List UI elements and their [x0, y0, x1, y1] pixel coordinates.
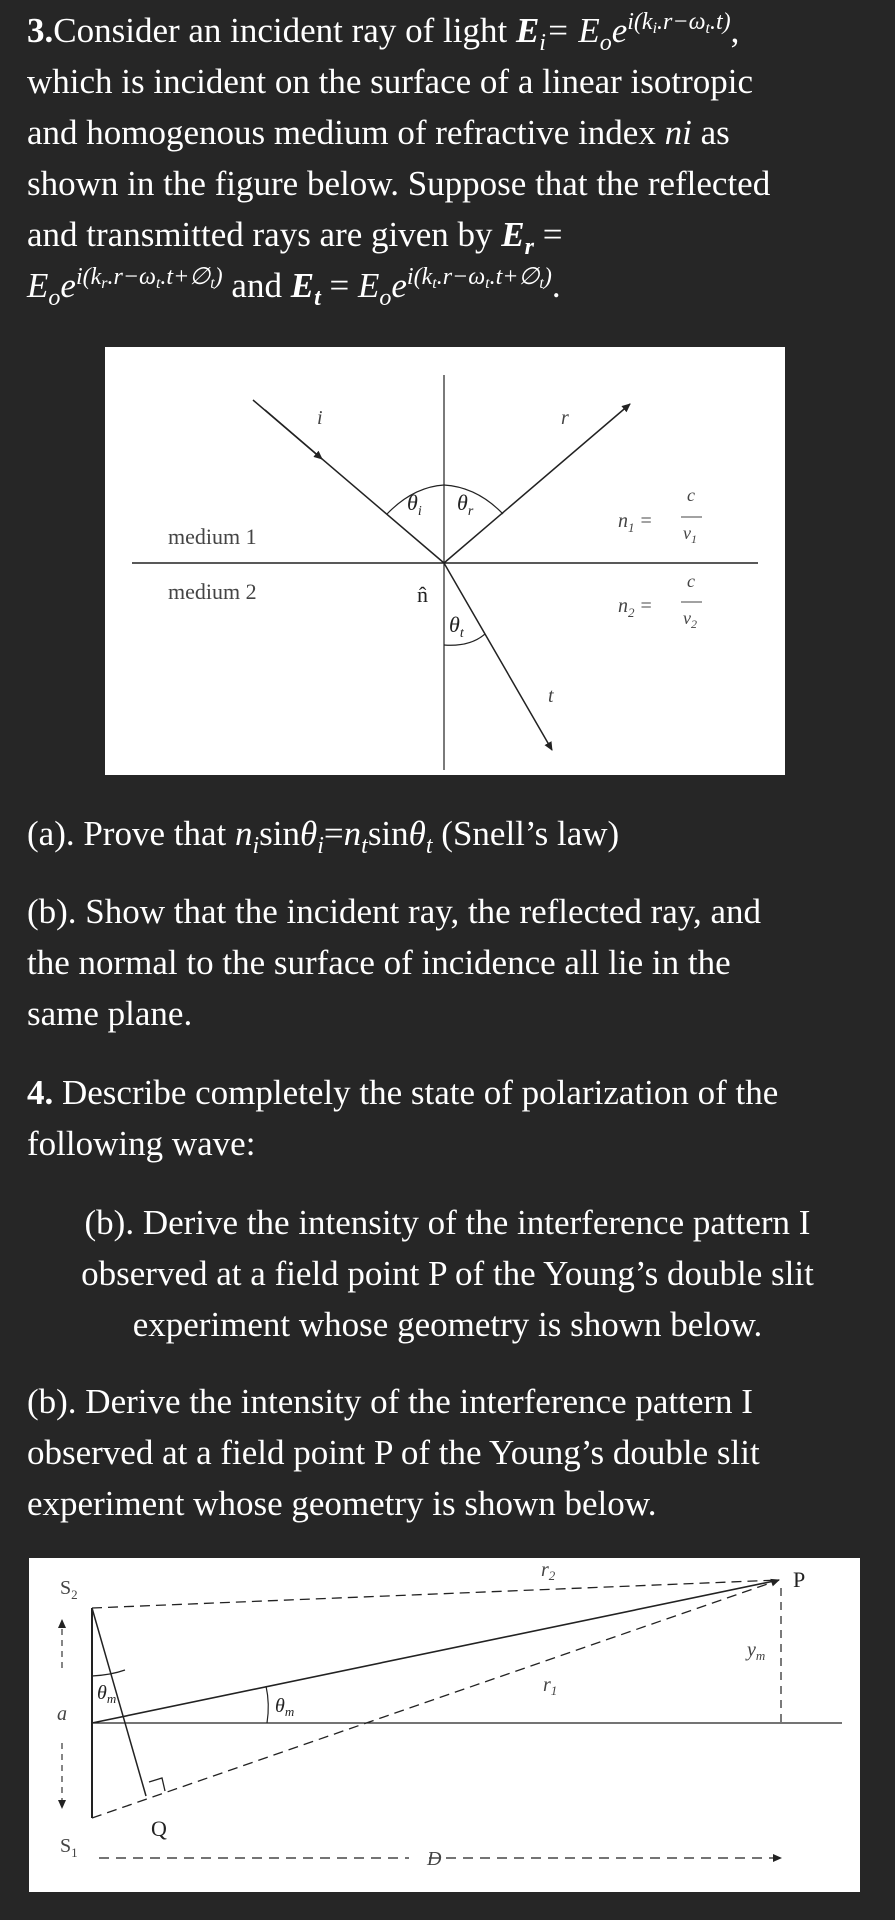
- ei-exponent: i(ki.r−ωt.t): [627, 9, 731, 37]
- left-part-b: (b). Derive the intensity of the interference pattern I observed at a field point P of the Young’s double slit experiment whose geometry is shown below.: [27, 1382, 760, 1523]
- n2-label: $n_2$ =: [618, 595, 652, 620]
- transmitted-ray: [444, 563, 552, 750]
- part-a: (a). Prove that $n_i\sin\theta_i=n_t\sin\theta_t$ (Snell’s law): [27, 814, 620, 859]
- et-exponent: i(kt.r−ωt.t+∅t): [406, 264, 552, 292]
- centered-part-b: (b). Derive the intensity of the interference pattern I observed at a field point P of the Young’s double slit experiment whose geometry is shown below.: [81, 1203, 814, 1344]
- question-3: [27, 5, 877, 311]
- medium-1-label: medium 1: [168, 524, 257, 549]
- theta-m-arc-right: [266, 1686, 268, 1723]
- part-b: (b). Show that the incident ray, the reflected ray, and the normal to the surface of incidence all lie in the same plane.: [27, 892, 762, 1033]
- theta-r-label: $\theta_r$: [457, 490, 474, 519]
- er-exponent: i(kr.r−ωt.t+∅t): [75, 264, 223, 292]
- s2-label: $S_2$: [60, 1577, 78, 1602]
- v2-label: $v_2$: [683, 608, 697, 631]
- d-label: D: [427, 1848, 442, 1870]
- q3-line-2: which is incident on the surface of a linear isotropic: [27, 62, 754, 101]
- ei-eq: = E: [545, 11, 600, 50]
- ym-label: $y_m$: [747, 1639, 766, 1663]
- q3-line-4: shown in the figure below. Suppose that the reflected: [27, 164, 771, 203]
- normal-vector-label: n̂: [417, 582, 428, 607]
- q3-line-6: $E_oe^{i(k_r.r-\omega_t.t+\emptyset_t)}$ and $E_t = E_oe^{i(k_t.r-\omega_t.t+\emptyset_t)}$.: [27, 264, 561, 311]
- theta-m-label-right: $\theta_m$: [275, 1695, 295, 1719]
- label-i: i: [317, 407, 323, 429]
- refraction-diagram: [105, 347, 785, 775]
- r1-line: [92, 1580, 779, 1723]
- q-label: Q: [151, 1816, 167, 1841]
- q3-line-1: [27, 5, 877, 56]
- reflected-ray: [444, 404, 630, 563]
- s1-label: $S_1$: [60, 1835, 78, 1860]
- theta-i-label: $\theta_i$: [407, 490, 422, 519]
- theta-r-arc: [444, 485, 503, 514]
- c2-label: c: [687, 571, 695, 591]
- q3-comma: ,: [730, 11, 740, 50]
- incident-arrow: [265, 410, 322, 459]
- question-4: 4. Describe completely the state of polarization of the following wave:: [27, 1073, 779, 1163]
- er-symbol: E: [501, 215, 525, 254]
- label-r: r: [561, 407, 569, 429]
- theta-m-arc-left: [92, 1670, 125, 1676]
- ei-sub: i: [539, 30, 546, 56]
- p-label: P: [793, 1567, 806, 1592]
- double-slit-diagram: [29, 1558, 860, 1892]
- r1-label: $r_1$: [543, 1674, 558, 1698]
- q3-intro: Consider an incident ray of light: [53, 11, 508, 50]
- s2-to-p-dashed: [92, 1580, 779, 1608]
- ni-symbol: ni: [664, 113, 692, 152]
- ei-e: e: [611, 11, 628, 50]
- et-symbol: E: [290, 266, 315, 305]
- q3-line-5: and transmitted rays are given by $E_r$ =: [27, 215, 563, 260]
- q3-number: 3.: [27, 11, 54, 50]
- c1-label: c: [687, 485, 695, 505]
- v1-label: $v_1$: [683, 523, 697, 546]
- right-angle-mark: [149, 1778, 165, 1791]
- ei-symbol: E: [515, 11, 540, 50]
- theta-t-label: $\theta_t$: [449, 612, 464, 641]
- theta-m-label-left: $\theta_m$: [97, 1682, 117, 1706]
- r2-label: $r_2$: [541, 1559, 556, 1583]
- double-slit-figure: [29, 1558, 860, 1892]
- refraction-figure: [105, 347, 785, 775]
- ei-o-sub: o: [599, 30, 612, 56]
- n1-label: $n_1$ =: [618, 510, 652, 535]
- label-t: t: [548, 685, 554, 707]
- a-label: a: [57, 1703, 67, 1725]
- s1-to-p-dashed: [92, 1580, 779, 1818]
- medium-2-label: medium 2: [168, 579, 257, 604]
- q3-line-3: and homogenous medium of refractive index ni as: [27, 113, 730, 152]
